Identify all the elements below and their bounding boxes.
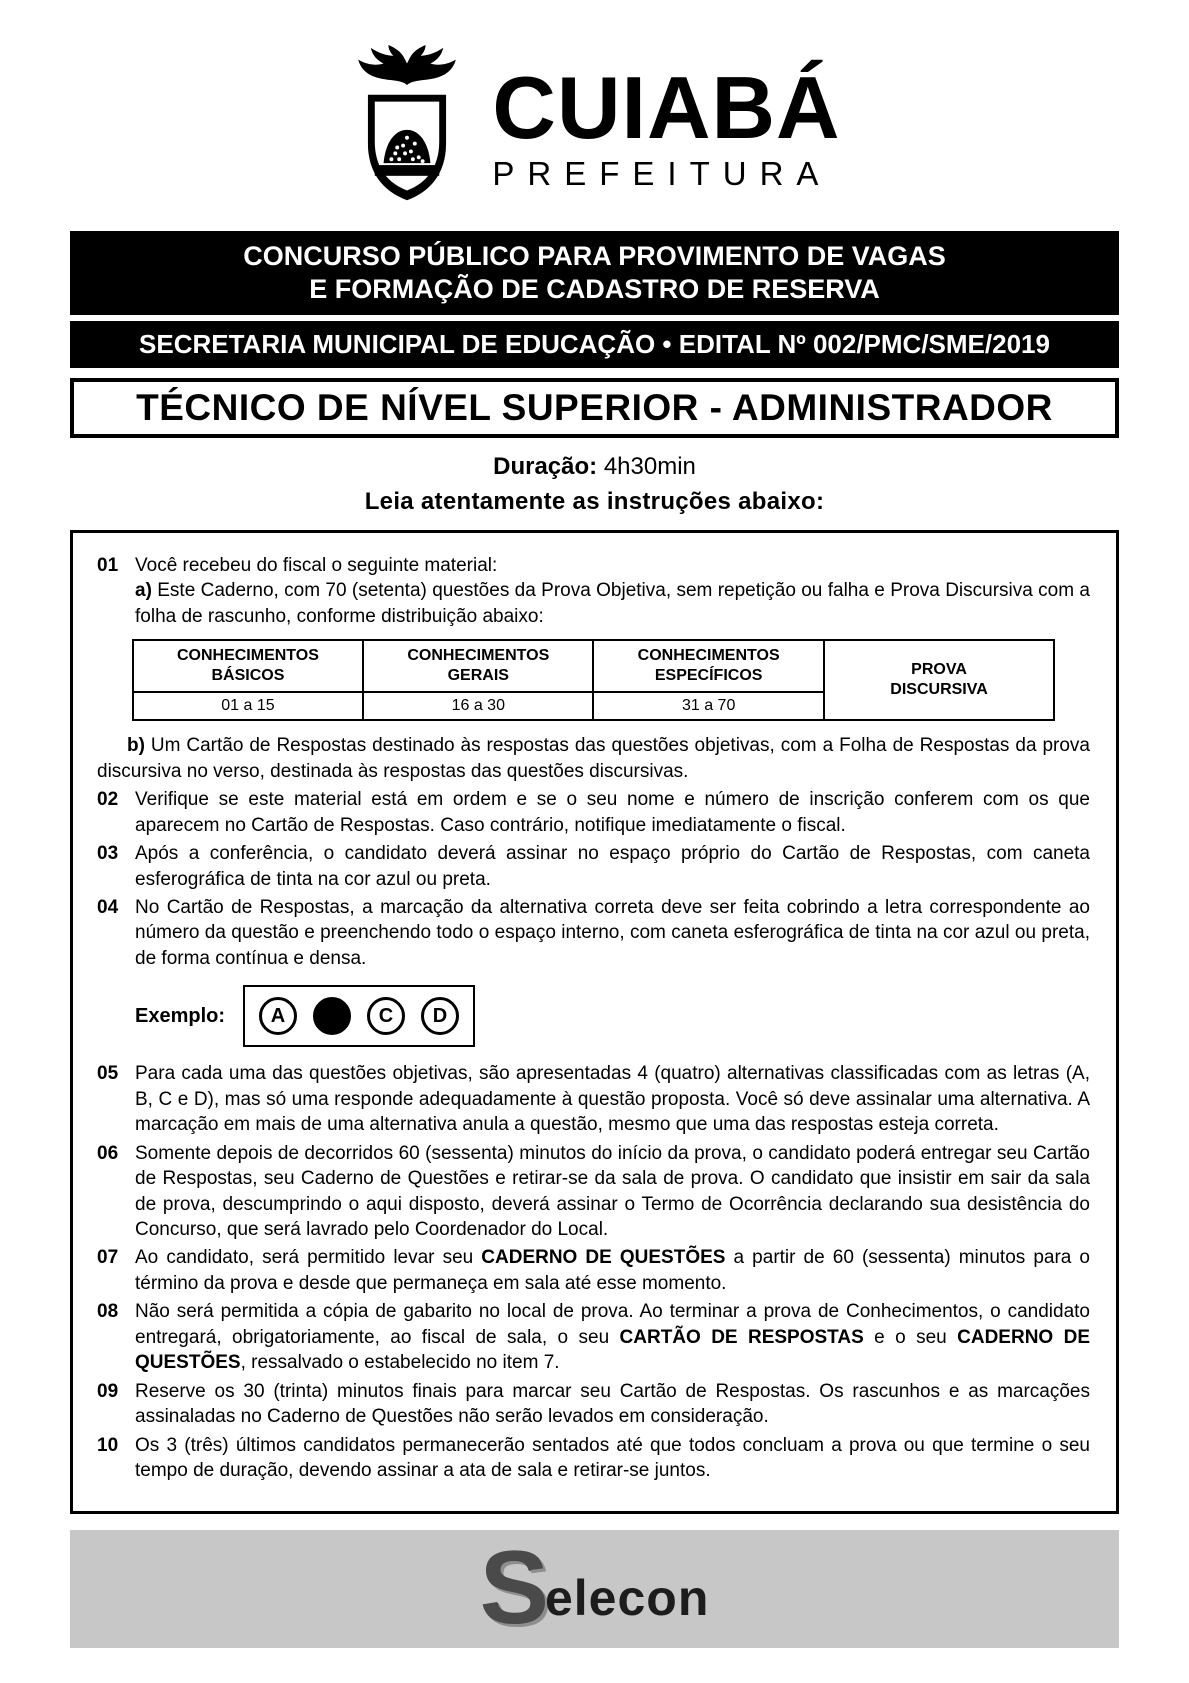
instruction-text: Para cada uma das questões objetivas, são apresentadas 4 (quatro) alternativas classificadas com as letras (A, B, C e D), mas só uma responde adequadamente à questão proposta. Você só deve assinalar uma alternativa. A marcação em mais de uma alternativa anula a questão, mesmo que uma das respostas esteja correta.	[135, 1063, 1090, 1136]
instruction-item-b: b) Um Cartão de Respostas destinado às respostas das questões objetivas, com a Folha de Respostas da prova discursiva no verso, destinada às respostas das questões discursivas.	[97, 735, 1090, 782]
instruction-item-03	[97, 841, 1090, 892]
instruction-item-04	[97, 895, 1090, 971]
table-header-especificos: CONHECIMENTOS ESPECÍFICOS	[593, 640, 823, 692]
instruction-item-01	[97, 553, 1090, 629]
table-header-basicos: CONHECIMENTOS BÁSICOS	[133, 640, 363, 692]
banner-concurso-line2: E FORMAÇÃO DE CADASTRO DE RESERVA	[309, 273, 880, 304]
range-gerais: 16 a 30	[363, 692, 593, 720]
instruction-text: Não será permitida a cópia de gabarito no local de prova. Ao terminar a prova de Conhecimentos, o candidato entregará, obrigatoriamente, ao fiscal de sala, o seu CARTÃO DE RESPOSTAS e o seu CADERNO DE QUESTÕES, ressalvado o estabelecido no item 7.	[135, 1301, 1090, 1374]
instruction-text: Após a conferência, o candidato deverá assinar no espaço próprio do Cartão de Respostas, com caneta esferográfica de tinta na cor azul ou preta.	[135, 843, 1090, 890]
selecon-logo	[479, 1529, 710, 1646]
range-especificos: 31 a 70	[593, 692, 823, 720]
instruction-number: 03	[97, 843, 119, 865]
question-distribution-table	[132, 639, 1055, 721]
instruction-item-09	[97, 1379, 1090, 1430]
range-basicos: 01 a 15	[133, 692, 363, 720]
answer-bubble-c: C	[367, 997, 405, 1035]
instruction-text: Os 3 (três) últimos candidatos permanecerão sentados até que todos concluam a prova ou que termine o seu tempo de duração, devendo assinar a ata de sala e retirar-se juntos.	[135, 1434, 1090, 1482]
instruction-item-05	[97, 1061, 1090, 1137]
banner-cargo: TÉCNICO DE NÍVEL SUPERIOR - ADMINISTRADOR	[70, 378, 1119, 438]
instruction-number: 01	[97, 554, 119, 576]
brand-text	[492, 57, 841, 194]
example-row	[135, 985, 1090, 1047]
table-header-gerais: CONHECIMENTOS GERAIS	[363, 640, 593, 692]
cuiaba-crest-icon	[348, 44, 466, 215]
table-header-prova-discursiva: PROVA DISCURSIVA	[824, 640, 1054, 720]
instruction-text: Ao candidato, será permitido levar seu CADERNO DE QUESTÕES a partir de 60 (sessenta) minutos para o término da prova e desde que permaneça em sala até esse momento.	[135, 1247, 1090, 1294]
answer-bubble-d: D	[421, 997, 459, 1035]
selecon-logo-s: S	[479, 1529, 549, 1646]
header	[70, 44, 1119, 215]
answer-example-box	[243, 985, 475, 1047]
instruction-text: Somente depois de decorridos 60 (sessenta) minutos do início da prova, o candidato poderá entregar seu Cartão de Respostas, seu Caderno de Questões e retirar-se da sala de prova. O candidato que insistir em sair da sala de prova, descumprindo o aqui disposto, deverá assinar o Termo de Ocorrência declarando sua desistência do Concurso, que será lavrado pelo Coordenador do Local.	[135, 1142, 1090, 1241]
instruction-text: Reserve os 30 (trinta) minutos finais para marcar seu Cartão de Respostas. Os rascunhos e as marcações assinaladas no Caderno de Questões não serão levados em consideração.	[135, 1380, 1090, 1428]
banner-concurso-line1: CONCURSO PÚBLICO PARA PROVIMENTO DE VAGAS	[243, 241, 946, 271]
instruction-number: 09	[97, 1380, 119, 1402]
selecon-logo-text: elecon	[544, 1570, 710, 1627]
brand-name: CUIABÁ	[492, 57, 841, 157]
example-label: Exemplo:	[135, 1004, 226, 1027]
instruction-number: 10	[97, 1434, 119, 1456]
brand-subtitle: PREFEITURA	[492, 155, 832, 193]
instruction-item-06	[97, 1141, 1090, 1243]
exam-duration	[70, 453, 1119, 481]
answer-bubble-a: A	[259, 997, 297, 1035]
instruction-item-08	[97, 1299, 1090, 1375]
instruction-number: 04	[97, 896, 119, 918]
instruction-number: 07	[97, 1247, 119, 1269]
instruction-number: 08	[97, 1301, 119, 1323]
banner-secretaria: SECRETARIA MUNICIPAL DE EDUCAÇÃO • EDITAL Nº 002/PMC/SME/2019	[70, 321, 1119, 368]
table-header-row	[133, 640, 1054, 692]
instruction-text: No Cartão de Respostas, a marcação da alternativa correta deve ser feita cobrindo a letra correspondente ao número da questão e preenchendo todo o espaço interno, com caneta esferográfica de tinta na cor azul ou preta, de forma contínua e densa.	[135, 896, 1090, 969]
instructions-box	[70, 530, 1119, 1514]
read-instructions-heading: Leia atentamente as instruções abaixo:	[364, 487, 825, 515]
instruction-number: 02	[97, 789, 119, 811]
instruction-item-07	[97, 1245, 1090, 1296]
banner-concurso	[70, 231, 1119, 315]
instruction-text: Você recebeu do fiscal o seguinte material: a) Este Caderno, com 70 (setenta) questões da Prova Objetiva, sem repetição ou falha e Prova Discursiva com a folha de rascunho, conforme distribuição abaixo:	[135, 554, 1090, 627]
duration-label: Duração:	[493, 452, 598, 480]
instruction-item-02	[97, 787, 1090, 838]
instruction-text: Verifique se este material está em ordem e se o seu nome e número de inscrição conferem com os que aparecem no Cartão de Respostas. Caso contrário, notifique imediatamente o fiscal.	[135, 789, 1090, 836]
answer-bubble-b-filled	[313, 997, 351, 1035]
footer-bar	[70, 1530, 1119, 1648]
duration-value: 4h30min	[603, 452, 696, 480]
instruction-item-10	[97, 1433, 1090, 1484]
instruction-number: 05	[97, 1063, 119, 1085]
instruction-number: 06	[97, 1142, 119, 1164]
